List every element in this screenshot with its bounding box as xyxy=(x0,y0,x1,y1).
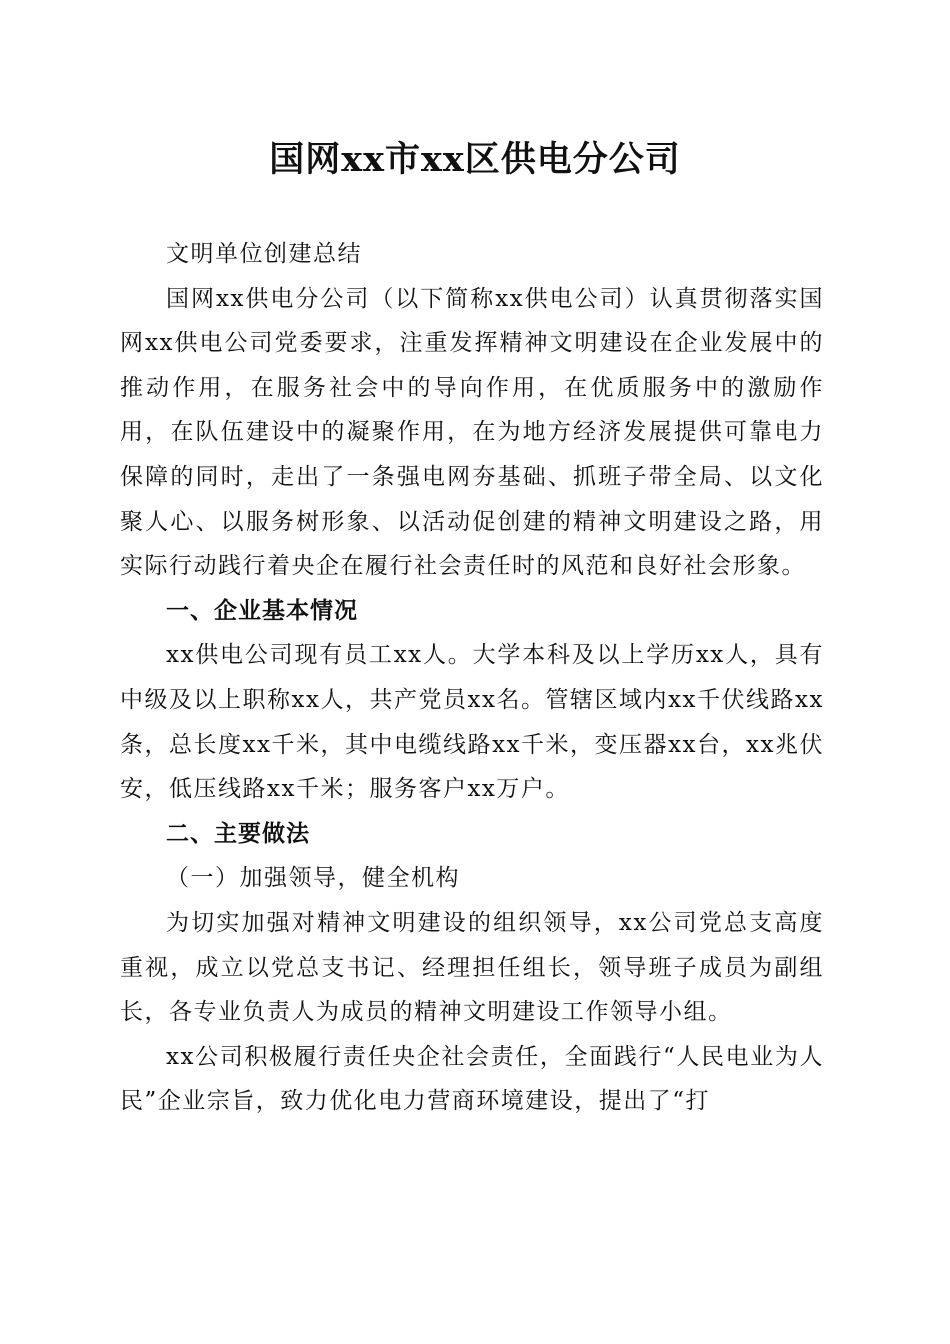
document-subtitle: 文明单位创建总结 xyxy=(166,241,362,267)
document-body xyxy=(120,232,824,1124)
paragraph-intro: 国网xx供电分公司（以下简称xx供电公司）认真贯彻落实国网xx供电公司党委要求，注重发挥精神文明建设在企业发展中的推动作用，在服务社会中的导向作用，在优质服务中的激励作用，在队伍建设中的凝聚作用，在为地方经济发展提供可靠电力保障的同时，走出了一条强电网夯基础、抓班子带全局、以文化聚人心、以服务树形象、以活动促创建的精神文明建设之路，用实际行动践行着央企在履行社会责任时的风范和良好社会形象。 xyxy=(120,285,824,580)
subsection-heading-leadership: （一）加强领导，健全机构 xyxy=(166,865,460,892)
paragraph-basic-info: xx供电公司现有员工xx人。大学本科及以上学历xx人，具有中级及以上职称xx人，共产党员xx名。管辖区域内xx千伏线路xx条，总长度xx千米，其中电缆线路xx千米，变压器xx台，xx兆伏安，低压线路xx千米；服务客户xx万户。 xyxy=(120,642,824,803)
section-heading-main-practices: 二、主要做法 xyxy=(166,820,310,847)
paragraph-leadership: 为切实加强对精神文明建设的组织领导，xx公司党总支高度重视，成立以党总支书记、经理担任组长，领导班子成员为副组长，各专业负责人为成员的精神文明建设工作领导小组。 xyxy=(120,909,824,1026)
document-title: 国网xx市xx区供电分公司 xyxy=(269,139,681,180)
section-heading-basic-info: 一、企业基本情况 xyxy=(166,597,358,624)
paragraph-social-responsibility: xx公司积极履行责任央企社会责任，全面践行“人民电业为人民”企业宗旨，致力优化电力营商环境建设，提出了“打 xyxy=(120,1043,824,1115)
